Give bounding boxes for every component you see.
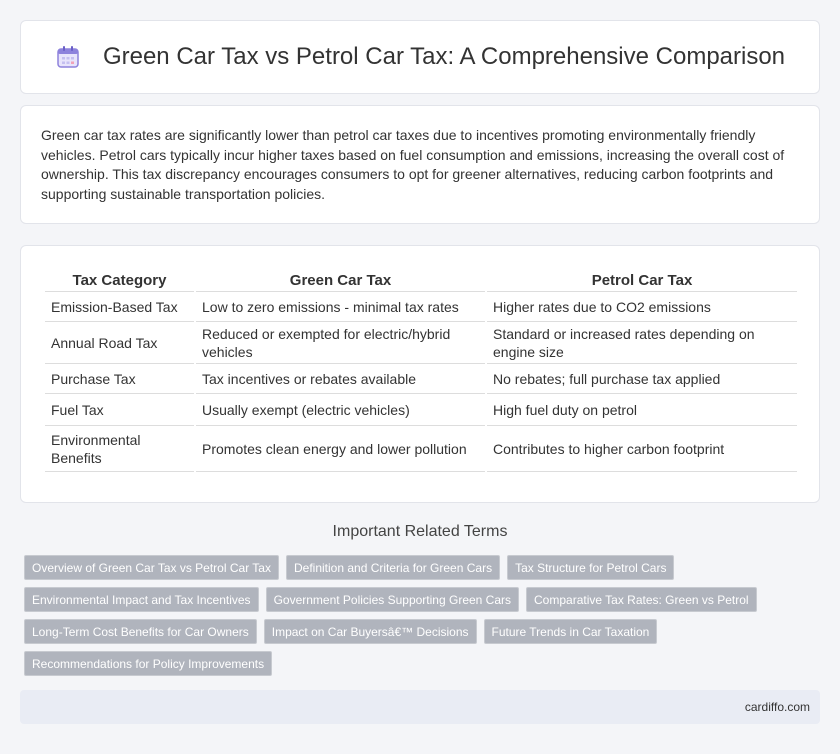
related-term-tag[interactable]: Long-Term Cost Benefits for Car Owners [24, 619, 257, 644]
table-cell: Standard or increased rates depending on engine size [487, 322, 797, 364]
table-cell: Higher rates due to CO2 emissions [487, 292, 797, 322]
related-term-tag[interactable]: Government Policies Supporting Green Cars [266, 587, 519, 612]
table-row [45, 426, 797, 472]
table-cell: Reduced or exempted for electric/hybrid vehicles [196, 322, 485, 364]
table-header-row [45, 266, 797, 292]
related-term-tag[interactable]: Impact on Car Buyersâ€™ Decisions [264, 619, 477, 644]
table-cell: Environmental Benefits [45, 426, 194, 472]
intro-card [20, 105, 820, 224]
table-cell: Tax incentives or rebates available [196, 364, 485, 394]
table-cell: Fuel Tax [45, 394, 194, 426]
table-row [45, 364, 797, 394]
footer-site-link[interactable]: cardiffo.com [744, 700, 810, 714]
comparison-table-card [20, 245, 820, 503]
table-row [45, 292, 797, 322]
table-cell: No rebates; full purchase tax applied [487, 364, 797, 394]
table-cell: Low to zero emissions - minimal tax rates [196, 292, 485, 322]
related-term-tag[interactable]: Overview of Green Car Tax vs Petrol Car Tax [24, 555, 279, 580]
related-term-tag[interactable]: Comparative Tax Rates: Green vs Petrol [526, 587, 757, 612]
table-cell: Emission-Based Tax [45, 292, 194, 322]
related-terms-title: Important Related Terms [332, 523, 508, 540]
comparison-table [43, 266, 799, 472]
related-term-tag[interactable]: Definition and Criteria for Green Cars [286, 555, 500, 580]
table-cell: Annual Road Tax [45, 322, 194, 364]
page-title: Green Car Tax vs Petrol Car Tax: A Comprehensive Comparison [102, 43, 786, 70]
table-cell: Contributes to higher carbon footprint [487, 426, 797, 472]
header-tax-category: Tax Category [45, 266, 194, 292]
related-term-tag[interactable]: Future Trends in Car Taxation [484, 619, 658, 644]
calendar-icon [55, 44, 81, 70]
header-petrol-car-tax: Petrol Car Tax [487, 266, 797, 292]
related-term-tag[interactable]: Environmental Impact and Tax Incentives [24, 587, 259, 612]
table-row [45, 394, 797, 426]
table-row [45, 322, 797, 364]
table-cell: Promotes clean energy and lower pollution [196, 426, 485, 472]
header-green-car-tax: Green Car Tax [196, 266, 485, 292]
table-cell: Purchase Tax [45, 364, 194, 394]
intro-text: Green car tax rates are significantly lower than petrol car taxes due to incentives promoting environmentally friendly vehicles. Petrol cars typically incur higher taxes based on fuel consumption and emissions, increasing the overall cost of ownership. This tax discrepancy encourages consumers to opt for greener alternatives, reducing carbon footprints and supporting sustainable transportation policies. [41, 127, 785, 202]
related-terms-list [24, 555, 804, 683]
footer [20, 690, 820, 724]
related-term-tag[interactable]: Recommendations for Policy Improvements [24, 651, 272, 676]
header-card [20, 20, 820, 94]
table-cell: Usually exempt (electric vehicles) [196, 394, 485, 426]
related-term-tag[interactable]: Tax Structure for Petrol Cars [507, 555, 674, 580]
table-cell: High fuel duty on petrol [487, 394, 797, 426]
